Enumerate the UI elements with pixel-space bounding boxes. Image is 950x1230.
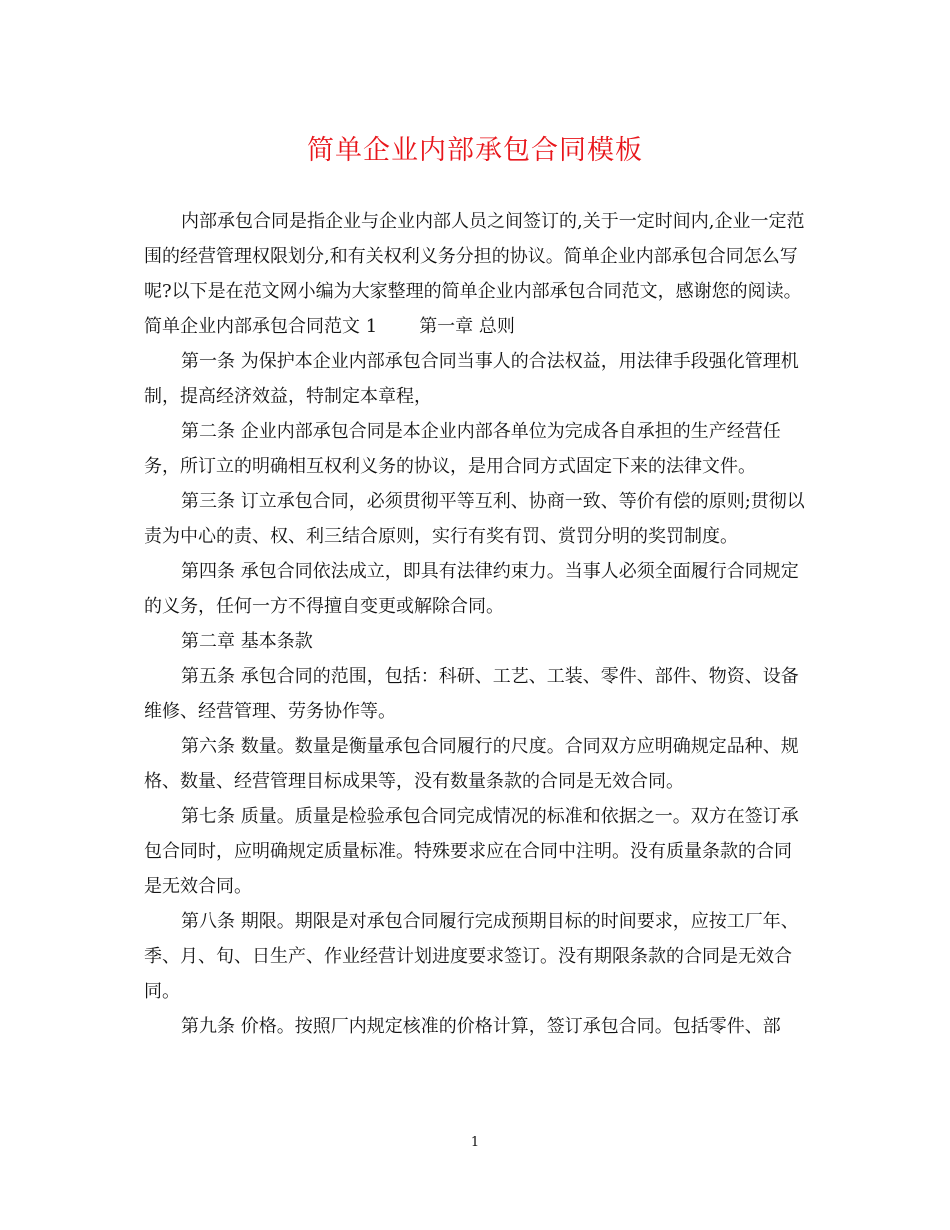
article-paragraph: 第七条 质量。质量是检验承包合同完成情况的标准和依据之一。双方在签订承包合同时，应明确规定质量标准。特殊要求应在合同中注明。没有质量条款的合同是无效合同。 (144, 806, 799, 897)
sample-heading-line (144, 309, 809, 344)
article-paragraph: 第九条 价格。按照厂内规定核准的价格计算，签订承包合同。包括零件、部 (181, 1016, 781, 1037)
article-paragraph: 第五条 承包合同的范围，包括：科研、工艺、工装、零件、部件、物资、设备维修、经营管理、劳务协作等。 (144, 666, 799, 722)
article-paragraph: 第一条 为保护本企业内部承包合同当事人的合法权益，用法律手段强化管理机制，提高经济效益，特制定本章程， (144, 351, 799, 407)
chapter-heading: 第一章 总则 (419, 316, 515, 337)
article-paragraph: 第二条 企业内部承包合同是本企业内部各单位为完成各自承担的生产经营任务，所订立的明确相互权利义务的协议，是用合同方式固定下来的法律文件。 (144, 421, 781, 477)
chapter-heading: 第二章 基本条款 (181, 631, 313, 652)
sample-heading: 简单企业内部承包合同范文 1 (144, 316, 378, 337)
article-paragraph: 第六条 数量。数量是衡量承包合同履行的尺度。合同双方应明确规定品种、规格、数量、经营管理目标成果等，没有数量条款的合同是无效合同。 (144, 736, 799, 792)
article-paragraph: 第三条 订立承包合同，必须贯彻平等互利、协商一致、等价有偿的原则;贯彻以责为中心的责、权、利三结合原则，实行有奖有罚、赏罚分明的奖罚制度。 (144, 491, 805, 547)
page-number: 1 (470, 1135, 480, 1150)
article-paragraph: 第八条 期限。期限是对承包合同履行完成预期目标的时间要求，应按工厂年、季、月、旬、日生产、作业经营计划进度要求签订。没有期限条款的合同是无效合同。 (144, 911, 799, 1002)
article-paragraph: 第四条 承包合同依法成立，即具有法律约束力。当事人必须全面履行合同规定的义务，任何一方不得擅自变更或解除合同。 (144, 561, 799, 617)
document-title: 简单企业内部承包合同模板 (307, 135, 643, 166)
document-body (144, 204, 809, 1044)
intro-paragraph: 内部承包合同是指企业与企业内部人员之间签订的,关于一定时间内,企业一定范围的经营管理权限划分,和有关权利义务分担的协议。简单企业内部承包合同怎么写呢?以下是在范文网小编为大家整理的简单企业内部承包合同范文，感谢您的阅读。 (144, 211, 805, 302)
